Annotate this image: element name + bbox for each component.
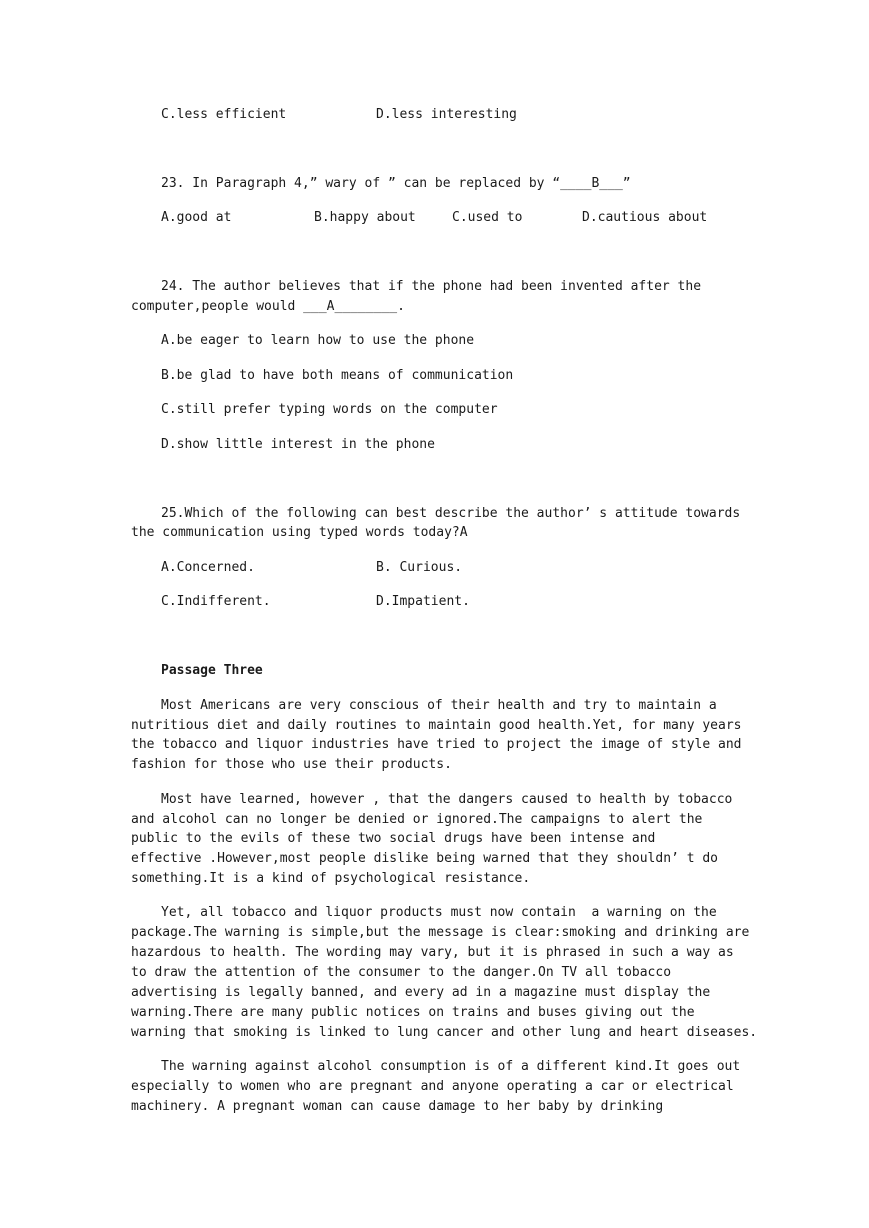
q23-option-d: D.cautious about [582, 210, 708, 225]
q25-option-b: B. Curious. [376, 560, 463, 575]
q23-option-a: A.good at [161, 210, 232, 225]
paragraph-line: The warning against alcohol consumption is of a different kind.It goes out [161, 1059, 741, 1074]
paragraph-line: package.The warning is simple,but the message is clear:smoking and drinking are [131, 925, 750, 940]
paragraph-line: Most Americans are very conscious of their health and try to maintain a [161, 698, 717, 713]
q24-option-c: C.still prefer typing words on the computer [161, 402, 498, 417]
q24-option-d: D.show little interest in the phone [161, 437, 435, 452]
q22-option-d: D.less interesting [376, 107, 517, 122]
q24-stem-line2: computer,people would ___A________. [131, 299, 405, 314]
q24-option-b: B.be glad to have both means of communication [161, 368, 514, 383]
q23-stem: 23. In Paragraph 4,” wary of ” can be replaced by “____B___” [161, 176, 631, 191]
paragraph-line: Yet, all tobacco and liquor products must now contain a warning on the [161, 905, 717, 920]
paragraph-line: advertising is legally banned, and every ad in a magazine must display the [131, 985, 711, 1000]
paragraph-line: and alcohol can no longer be denied or ignored.The campaigns to alert the [131, 812, 703, 827]
q25-stem-line1: 25.Which of the following can best describe the author’ s attitude towards [161, 506, 741, 521]
q23-option-c: C.used to [452, 210, 523, 225]
q25-option-a: A.Concerned. [161, 560, 255, 575]
paragraph-line: especially to women who are pregnant and anyone operating a car or electrical [131, 1079, 734, 1094]
q25-option-d: D.Impatient. [376, 594, 470, 609]
passage-heading: Passage Three [161, 663, 263, 678]
q23-option-b: B.happy about [314, 210, 416, 225]
paragraph-line: effective .However,most people dislike being warned that they shouldn’ t do [131, 851, 718, 866]
paragraph-line: public to the evils of these two social drugs have been intense and [131, 831, 656, 846]
paragraph-line: fashion for those who use their products. [131, 757, 452, 772]
paragraph-line: warning that smoking is linked to lung cancer and other lung and heart diseases. [131, 1025, 758, 1040]
q25-stem-line2: the communication using typed words today?A [131, 525, 468, 540]
paragraph-line: nutritious diet and daily routines to maintain good health.Yet, for many years [131, 718, 742, 733]
paragraph-line: hazardous to health. The wording may vary, but it is phrased in such a way as [131, 945, 734, 960]
paragraph-line: machinery. A pregnant woman can cause damage to her baby by drinking [131, 1099, 664, 1114]
paragraph-line: to draw the attention of the consumer to the danger.On TV all tobacco [131, 965, 672, 980]
q22-option-c: C.less efficient [161, 107, 287, 122]
q25-option-c: C.Indifferent. [161, 594, 271, 609]
paragraph-line: Most have learned, however , that the dangers caused to health by tobacco [161, 792, 733, 807]
paragraph-line: the tobacco and liquor industries have tried to project the image of style and [131, 737, 742, 752]
paragraph-line: warning.There are many public notices on trains and buses giving out the [131, 1005, 695, 1020]
paragraph-line: something.It is a kind of psychological resistance. [131, 871, 531, 886]
q24-option-a: A.be eager to learn how to use the phone [161, 333, 475, 348]
q24-stem-line1: 24. The author believes that if the phone had been invented after the [161, 279, 702, 294]
